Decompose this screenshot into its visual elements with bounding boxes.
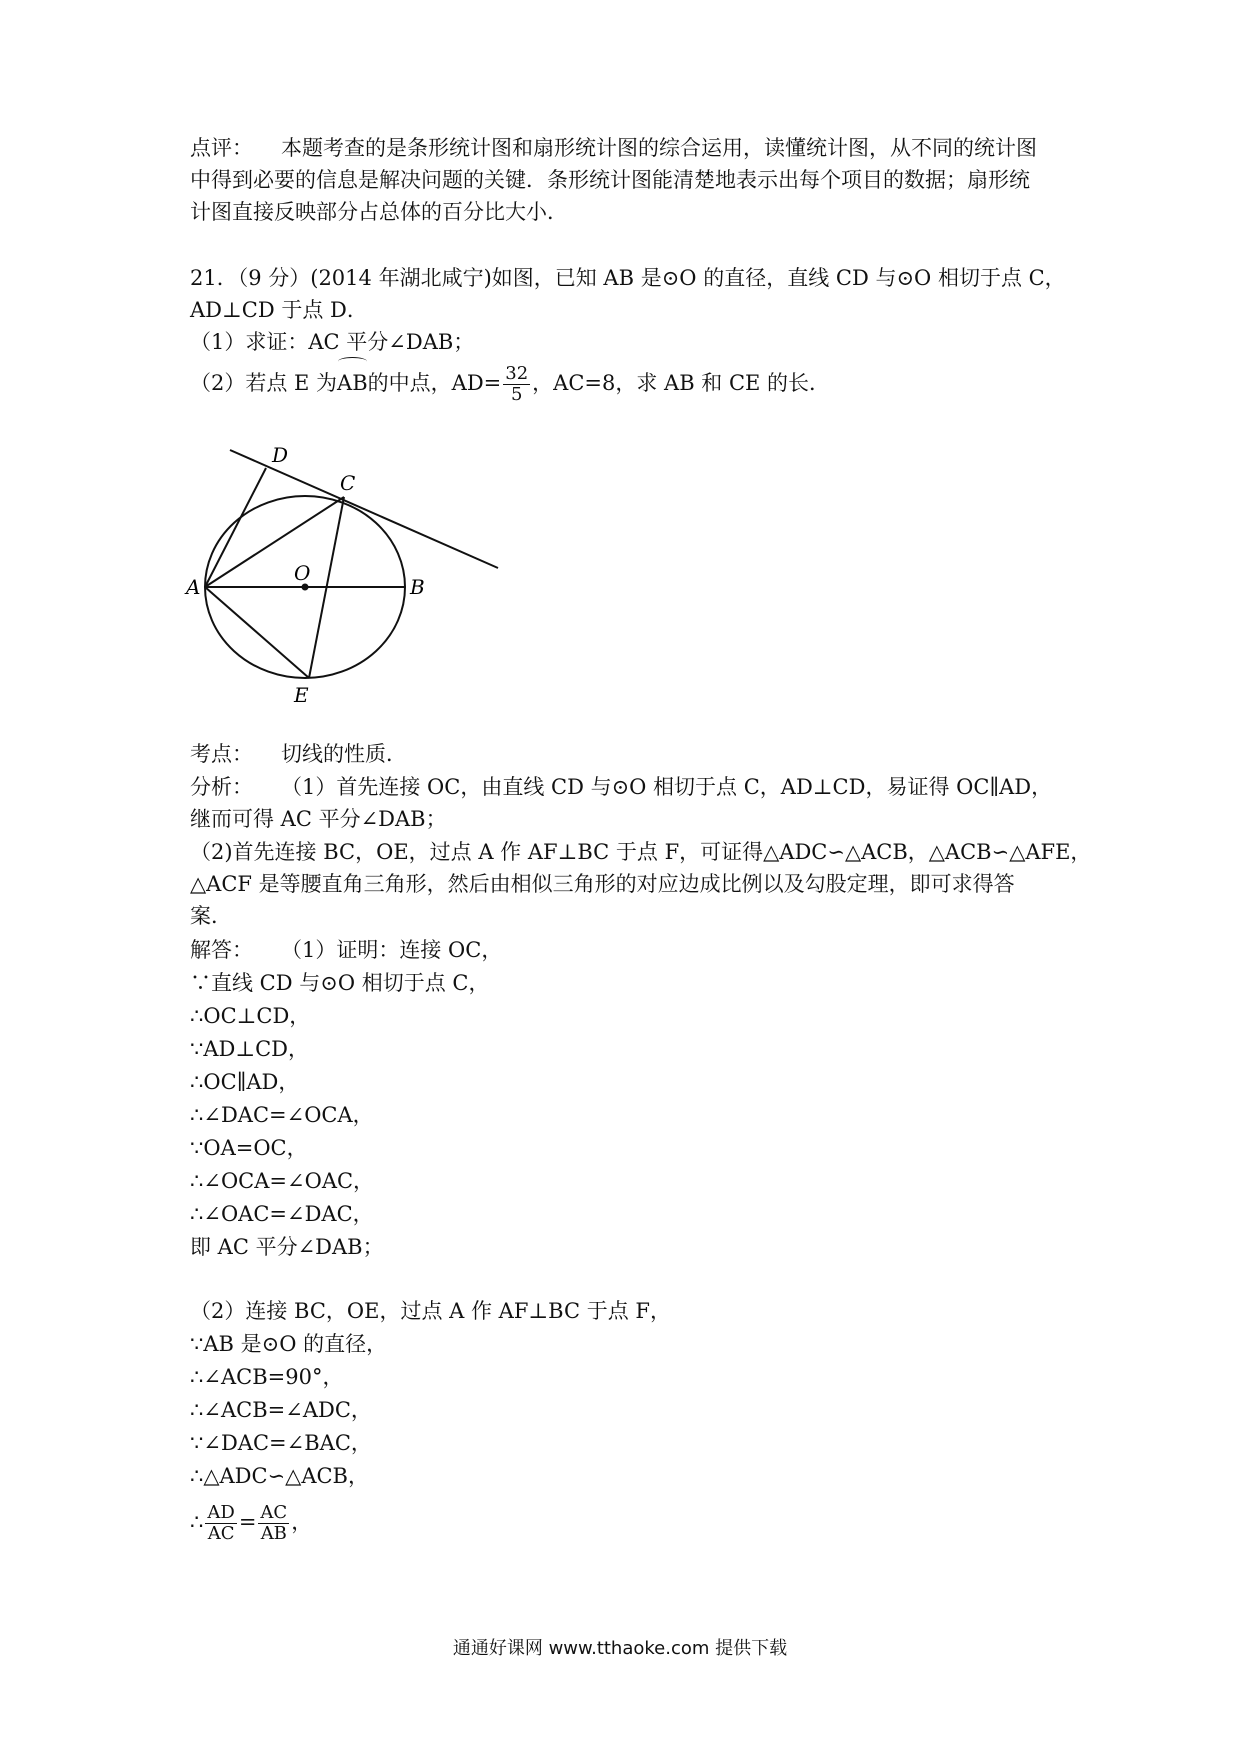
equals-sign: = — [238, 1510, 257, 1534]
label-e: E — [294, 683, 309, 707]
solution-step: ∵直线 CD 与⊙O 相切于点 C， — [190, 971, 490, 995]
analysis-line-3: （2)首先连接 BC，OE，过点 A 作 AF⊥BC 于点 F，可证得△ADC∽△ACB，△ACB∽△AFE， — [190, 840, 1092, 864]
solution-line-first — [190, 934, 502, 966]
analysis-line-5: 案． — [190, 904, 232, 928]
fraction-ad-ac — [205, 1503, 236, 1544]
problem-part-2 — [190, 360, 830, 406]
problem-line-2: AD⊥CD 于点 D． — [190, 298, 368, 322]
solution-step: ∵OA=OC， — [190, 1136, 308, 1160]
frac-numerator: 32 — [505, 363, 529, 384]
arc-ab: AB — [337, 360, 368, 406]
final-prefix: ∴ — [190, 1510, 204, 1534]
solution-step: ∴∠OAC=∠DAC， — [190, 1202, 374, 1226]
solution-step: ∵∠DAC=∠BAC， — [190, 1431, 372, 1455]
label-a: A — [186, 575, 201, 599]
analysis-line-4: △ACF 是等腰直角三角形，然后由相似三角形的对应边成比例以及勾股定理，即可求得答 — [190, 872, 1015, 896]
analysis-line-1 — [190, 771, 1052, 803]
segment-ac — [205, 497, 344, 587]
label-b: B — [410, 575, 425, 599]
solution-step: ∴∠OCA=∠OAC， — [190, 1169, 375, 1193]
frac-denominator: AB — [260, 1523, 287, 1544]
kaodian-label: 考点： — [190, 742, 253, 766]
part2-post: ，AC=8，求 AB 和 CE 的长． — [532, 371, 831, 395]
part2-pre: （2）若点 E 为 — [190, 371, 338, 395]
final-suffix: ， — [291, 1510, 313, 1534]
analysis-label: 分析： — [190, 775, 253, 799]
solution-step: ∴∠ACB=90°， — [190, 1365, 344, 1389]
solution-step: ∴△ADC∽△ACB， — [190, 1464, 369, 1488]
label-c: C — [340, 471, 356, 495]
frac-denominator: AC — [207, 1523, 235, 1544]
review-line-2: 中得到必要的信息是解决问题的关键．条形统计图能清楚地表示出每个项目的数据；扇形统 — [190, 168, 1030, 192]
kaodian-text: 切线的性质． — [281, 742, 407, 766]
segment-ae — [205, 587, 309, 678]
frac-denominator: 5 — [510, 384, 523, 405]
solution-step: ∵AD⊥CD， — [190, 1037, 310, 1061]
solution-step: ∴∠ACB=∠ADC， — [190, 1398, 372, 1422]
solution-step: ∵AB 是⊙O 的直径， — [190, 1332, 388, 1356]
solution-step: （2）连接 BC，OE，过点 A 作 AF⊥BC 于点 F， — [190, 1299, 671, 1323]
fraction-ac-ab — [258, 1503, 289, 1544]
frac-numerator: AD — [207, 1502, 235, 1523]
solution-step: ∴∠DAC=∠OCA， — [190, 1103, 374, 1127]
problem-part-1: （1）求证：AC 平分∠DAB； — [190, 330, 475, 354]
review-text-1: 本题考查的是条形统计图和扇形统计图的综合运用，读懂统计图，从不同的统计图 — [281, 136, 1037, 160]
review-label: 点评： — [190, 136, 253, 160]
label-o: O — [294, 561, 311, 585]
segment-ad — [205, 468, 266, 587]
fraction-32-5 — [503, 364, 530, 405]
review-line-1 — [190, 132, 1037, 164]
tangent-line-cd — [230, 450, 498, 568]
solution-step: ∴OC∥AD， — [190, 1070, 300, 1094]
solution-final-ratio — [190, 1498, 312, 1546]
problem-line-1: 21．（9 分）(2014 年湖北咸宁)如图，已知 AB 是⊙O 的直径，直线 CD 与⊙O 相切于点 C， — [190, 266, 1066, 290]
solution-first: （1）证明：连接 OC， — [281, 938, 503, 962]
solution-step: ∴OC⊥CD， — [190, 1004, 311, 1028]
analysis-text-1: （1）首先连接 OC，由直线 CD 与⊙O 相切于点 C，AD⊥CD，易证得 OC∥AD， — [281, 775, 1053, 799]
kaodian-line — [190, 738, 407, 770]
analysis-line-2: 继而可得 AC 平分∠DAB； — [190, 807, 447, 831]
part2-mid: 的中点，AD= — [367, 371, 502, 395]
solution-step: 即 AC 平分∠DAB； — [190, 1235, 384, 1259]
review-line-3: 计图直接反映部分占总体的百分比大小． — [190, 200, 568, 224]
page-footer: 通通好课网 www.tthaoke.com 提供下载 — [452, 1638, 788, 1659]
label-d: D — [272, 443, 289, 467]
geometry-figure — [180, 440, 520, 710]
solution-label: 解答： — [190, 938, 253, 962]
frac-numerator: AC — [260, 1502, 288, 1523]
